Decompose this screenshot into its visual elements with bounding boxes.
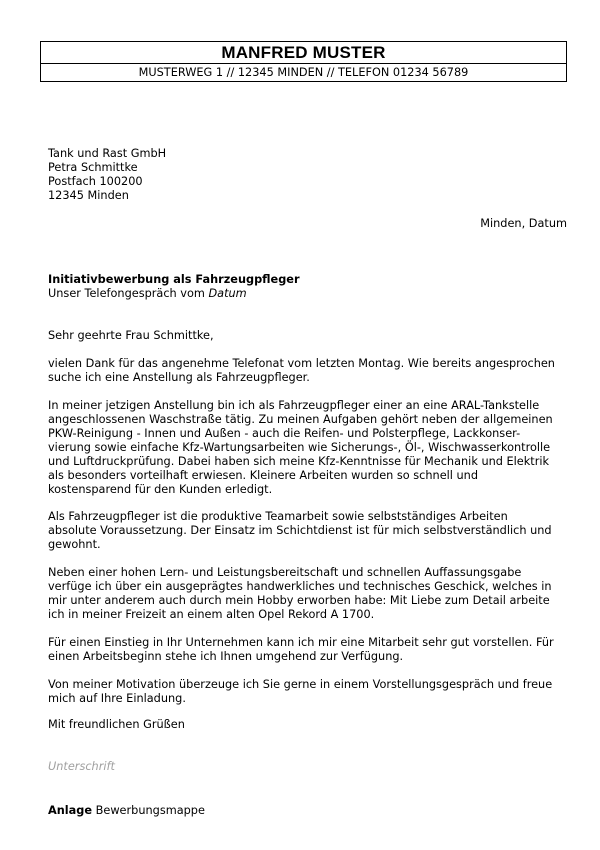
sender-name: MANFRED MUSTER	[41, 42, 566, 64]
attachment-label: Anlage	[48, 804, 93, 817]
paragraph-line: absolute Voraussetzung. Der Einsatz im Schichtdienst ist für mich selbstverständlich und	[48, 524, 552, 537]
paragraph-line: und Luftdruckprüfung. Dabei haben sich meine Kfz-Kenntnisse für Mechanik und Elektrik	[48, 455, 550, 468]
body-paragraph	[48, 678, 568, 706]
paragraph-line: suche ich eine Anstellung als Fahrzeugpfleger.	[48, 371, 310, 384]
signature-placeholder: Unterschrift	[48, 760, 115, 773]
paragraph-line: gewohnt.	[48, 538, 101, 551]
attachment-text: Bewerbungsmappe	[92, 804, 205, 817]
paragraph-line: verfüge ich über ein ausgeprägtes handwerkliches und technisches Geschick, welches in	[48, 580, 552, 593]
letterhead	[40, 41, 567, 82]
paragraph-line: angeschlossenen Waschstraße tätig. Zu meinen Aufgaben gehört neben der allgemeinen	[48, 413, 553, 426]
paragraph-line: Für einen Einstieg in Ihr Unternehmen kann ich mir eine Mitarbeit sehr gut vorstellen. Für	[48, 636, 554, 649]
recipient-line: Tank und Rast GmbH	[48, 147, 167, 160]
paragraph-line: In meiner jetzigen Anstellung bin ich als Fahrzeugpfleger einer an eine ARAL-Tankstelle	[48, 399, 540, 412]
paragraph-line: mir unter anderem auch durch mein Hobby erworben habe: Mit Liebe zum Detail arbeite	[48, 594, 550, 607]
paragraph-line: vielen Dank für das angenehme Telefonat vom letzten Montag. Wie bereits angesprochen	[48, 357, 555, 370]
paragraph-line: einen Arbeitsbeginn stehe ich Ihnen umgehend zur Verfügung.	[48, 650, 404, 663]
body-paragraph	[48, 510, 568, 552]
paragraph-line: mich auf Ihre Einladung.	[48, 692, 186, 705]
body-paragraph	[48, 399, 568, 497]
attachment-line	[48, 804, 568, 818]
closing: Mit freundlichen Grüßen	[48, 718, 185, 731]
date-line: Minden, Datum	[480, 217, 567, 230]
subject-reference-date: Datum	[208, 287, 247, 300]
subject-block	[48, 273, 568, 301]
subject-title: Initiativbewerbung als Fahrzeugpfleger	[48, 273, 300, 286]
sender-contact: MUSTERWEG 1 // 12345 MINDEN // TELEFON 01234 56789	[138, 66, 469, 79]
body-paragraph	[48, 357, 568, 385]
paragraph-line: vierung sowie einfache Kfz-Wartungsarbeiten wie Sicherungs-, Öl-, Wischwasserkontrolle	[48, 441, 551, 454]
salutation: Sehr geehrte Frau Schmittke,	[48, 329, 214, 342]
paragraph-line: kostensparend für den Kunden erledigt.	[48, 483, 273, 496]
recipient-line: Petra Schmittke	[48, 161, 138, 174]
paragraph-line: Von meiner Motivation überzeuge ich Sie gerne in einem Vorstellungsgespräch und freue	[48, 678, 553, 691]
paragraph-line: als besonders vorteilhaft erwiesen. Kleinere Arbeiten wurden so schnell und	[48, 469, 479, 482]
recipient-line: Postfach 100200	[48, 175, 143, 188]
subject-reference-prefix: Unser Telefongespräch vom	[48, 287, 209, 300]
recipient-address	[48, 147, 568, 203]
paragraph-line: PKW-Reinigung - Innen und Außen - auch die Reifen- und Polsterpflege, Lackkonser-	[48, 427, 521, 440]
subject-reference	[48, 287, 568, 301]
paragraph-line: ich in meiner Freizeit an einem alten Opel Rekord A 1700.	[48, 608, 375, 621]
body-paragraph	[48, 566, 568, 622]
paragraph-line: Als Fahrzeugpfleger ist die produktive Teamarbeit sowie selbstständiges Arbeiten	[48, 510, 508, 523]
paragraph-line: Neben einer hohen Lern- und Leistungsbereitschaft und schnellen Auffassungsgabe	[48, 566, 522, 579]
recipient-line: 12345 Minden	[48, 189, 129, 202]
body-paragraph	[48, 636, 568, 664]
